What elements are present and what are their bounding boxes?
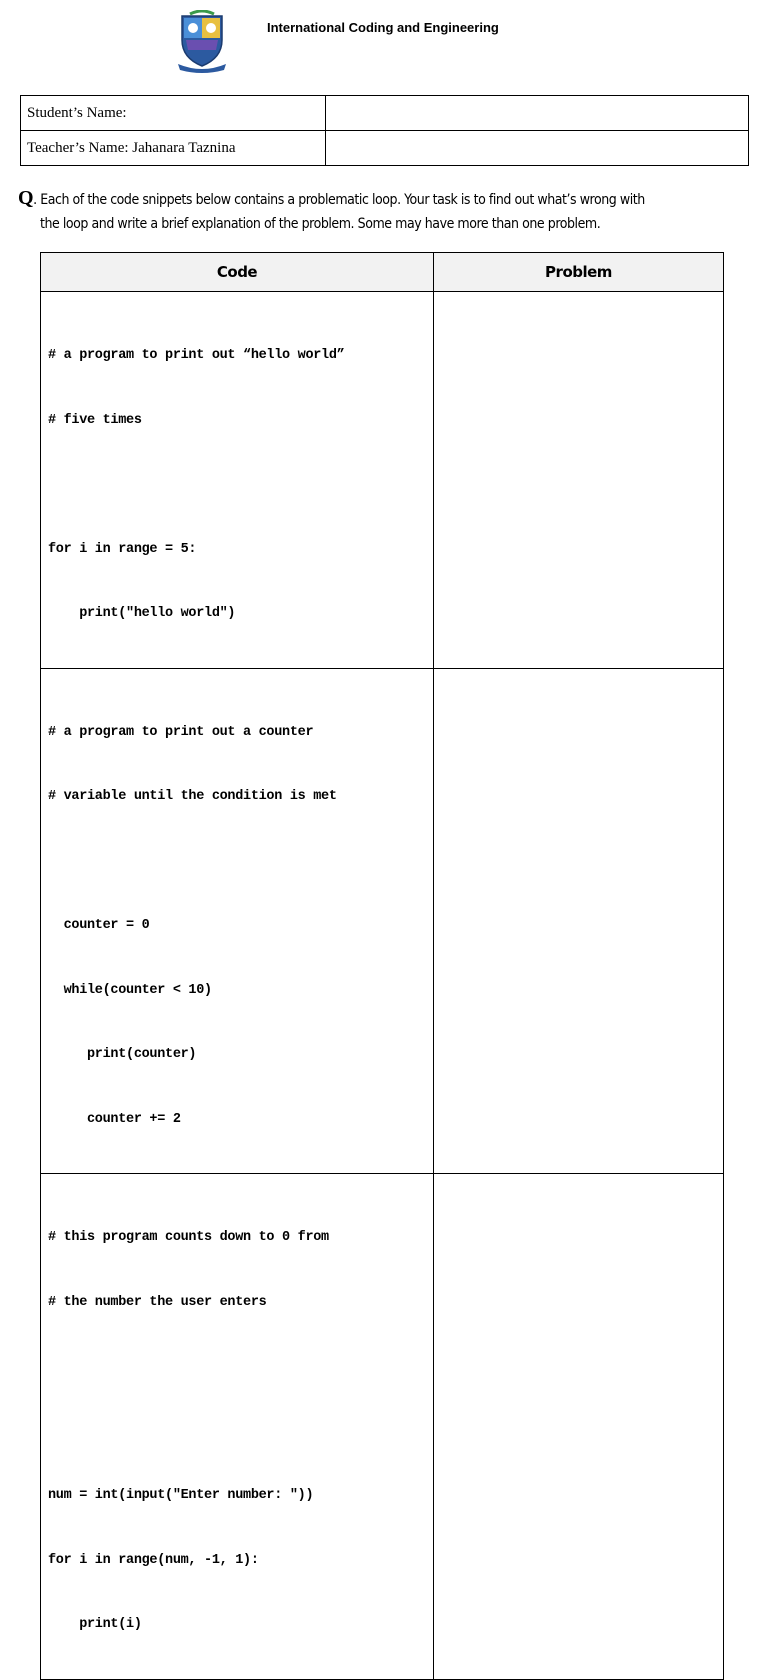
code-line: # a program to print out “hello world”: [48, 348, 345, 363]
code-line: for i in range(num, -1, 1):: [48, 1552, 259, 1568]
code-line: # the number the user enters: [48, 1294, 267, 1310]
code-cell: [41, 668, 434, 1174]
student-name-field[interactable]: [326, 96, 749, 131]
problem-column-header: Problem: [434, 253, 724, 292]
question-line-2: the loop and write a brief explanation of the problem. Some may have more than one problem.: [40, 216, 601, 232]
student-info-table: [20, 95, 749, 166]
code-line: counter += 2: [48, 1111, 181, 1127]
code-line: num = int(input("Enter number: ")): [48, 1488, 314, 1503]
teacher-name-field[interactable]: [326, 131, 749, 166]
code-snippet-1: [41, 292, 433, 668]
table-header-row: [41, 253, 724, 292]
question-text: [18, 186, 758, 236]
code-line: counter = 0: [48, 918, 150, 933]
table-row: [41, 1174, 724, 1680]
code-line: for i in range = 5:: [48, 541, 197, 557]
code-problem-table: [40, 252, 724, 1680]
code-line: # this program counts down to 0 from: [48, 1230, 329, 1245]
code-line: [48, 474, 433, 496]
teacher-name-label: Teacher’s Name: Jahanara Taznina: [21, 131, 326, 166]
table-row: [41, 668, 724, 1174]
code-line: # a program to print out a counter: [48, 724, 314, 740]
crest-icon: [176, 10, 228, 74]
problem-answer-cell[interactable]: [434, 668, 724, 1174]
problem-answer-cell[interactable]: [434, 292, 724, 669]
code-line: print(counter): [48, 1047, 197, 1062]
code-cell: [41, 292, 434, 669]
school-crest-logo: [176, 10, 228, 74]
code-line: while(counter < 10): [48, 982, 212, 998]
code-line: [48, 1421, 433, 1443]
code-cell: [41, 1174, 434, 1680]
code-line: print(i): [48, 1617, 142, 1632]
code-snippet-3: [41, 1174, 433, 1679]
question-line-1: . Each of the code snippets below contains a problematic loop. Your task is to find out what’s wrong with: [33, 192, 645, 208]
question-marker: Q: [18, 187, 34, 209]
problem-answer-cell[interactable]: [434, 1174, 724, 1680]
teacher-name-row: [21, 131, 749, 166]
code-line: # five times: [48, 412, 142, 428]
code-line: [48, 1356, 433, 1378]
table-row: [41, 292, 724, 669]
code-line: print("hello world"): [48, 606, 236, 621]
student-name-label: Student’s Name:: [21, 96, 326, 131]
code-column-header: Code: [41, 253, 434, 292]
code-line: [48, 851, 433, 873]
code-snippet-2: [41, 669, 433, 1174]
organization-title: International Coding and Engineering: [267, 20, 499, 35]
student-name-row: [21, 96, 749, 131]
code-line: # variable until the condition is met: [48, 789, 337, 804]
